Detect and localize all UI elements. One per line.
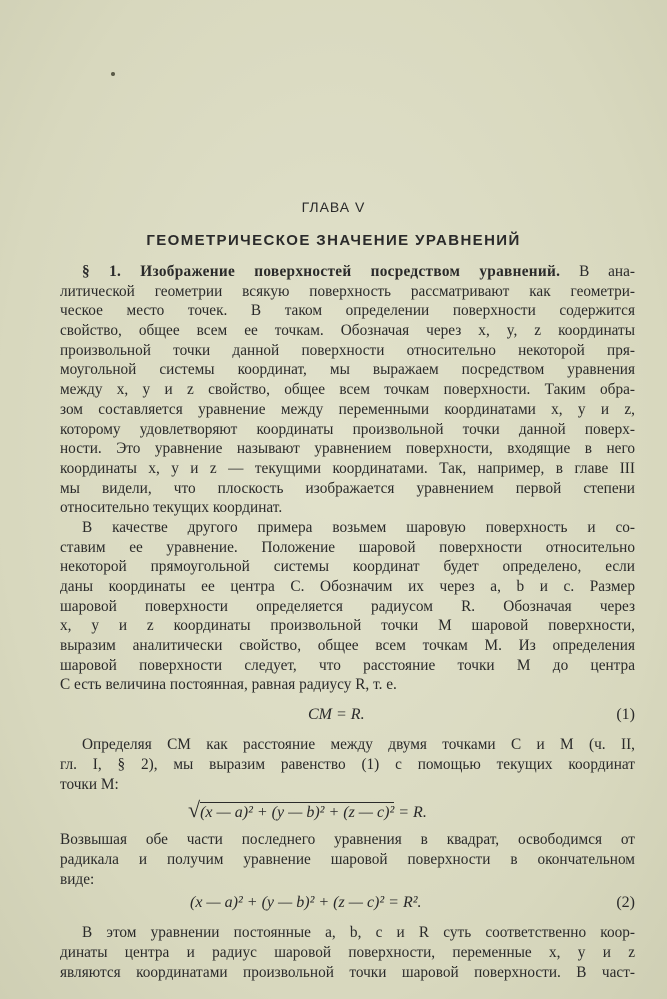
page-speck (111, 72, 115, 76)
text-line: C есть величина постоянная, равная радиусу R, т. е. (60, 676, 397, 694)
equation-number: (2) (616, 894, 635, 912)
text-line: зом составляется уравнение между переменными координатами x, y и z, (60, 400, 635, 418)
text-line: ности. Это уравнение называют уравнением поверхности, входящие в него (60, 440, 635, 458)
equation-formula: CM = R. (308, 706, 365, 724)
text-line: мы видели, что плоскость изображается уравнением первой степени (60, 479, 635, 497)
text-line: относительно текущих координат. (60, 499, 283, 517)
text-line: которому удовлетворяют координаты произвольной точки данной поверх- (60, 420, 635, 438)
text-line: гл. I, § 2), мы выразим равенство (1) с помощью текущих координат (60, 755, 635, 773)
section-heading: § 1. Изображение поверхностей посредством уравнений. (82, 263, 561, 280)
text-line: ческое место точек. В таком определении поверхности содержится (60, 302, 635, 320)
equation-number: (1) (616, 706, 635, 724)
equation-2 (60, 889, 635, 923)
chapter-number: ГЛАВА V (301, 199, 366, 215)
chapter-title: ГЕОМЕТРИЧЕСКОЕ ЗНАЧЕНИЕ УРАВНЕНИЙ (146, 232, 521, 249)
text-line: шаровой поверхности следует, что расстояние точки M до центра (60, 656, 635, 674)
text-line: свойство, общее всем ее точкам. Обозначая через x, y, z координаты (60, 322, 635, 340)
text-line: x, y и z координаты произвольной точки M шаровой поверхности, (60, 617, 635, 635)
text-line: точки M: (60, 775, 119, 793)
text-line: координаты x, y и z — текущими координатами. Так, например, в главе III (60, 459, 635, 477)
text-line: ставим ее уравнение. Положение шаровой поверхности относительно (60, 538, 635, 556)
text-line: выразим аналитически свойство, общее всем точкам M. Из определения (60, 637, 635, 655)
text-line: моугольной системы координат, мы выражаем посредством уравнения (60, 361, 635, 379)
equation-1 (60, 695, 635, 735)
text-line: шаровой поверхности определяется радиусом R. Обозначая через (60, 597, 635, 615)
text-line: В качестве другого примера возьмем шаровую поверхность и со- (82, 518, 635, 536)
radical-sign: √ (188, 797, 201, 823)
text-line: динаты центра и радиус шаровой поверхности, переменные x, y и z (60, 943, 635, 961)
text-line: Определяя CM как расстояние между двумя точками C и M (ч. II, (82, 736, 635, 754)
equation-formula: (x — a)² + (y — b)² + (z — c)² = R². (190, 894, 422, 912)
text-line: являются координатами произвольной точки шаровой поверхности. В част- (60, 963, 635, 981)
text-line: радикала и получим уравнение шаровой поверхности в окончательном (60, 850, 635, 868)
text-line: В этом уравнении постоянные a, b, c и R суть соответственно коор- (82, 924, 635, 942)
text-line: произвольной точки данной поверхности относительно некоторой пря- (60, 341, 635, 359)
equation-sqrt (60, 794, 635, 830)
text-line: литической геометрии всякую поверхность рассматривают как геометри- (60, 282, 635, 300)
page-body (60, 262, 635, 982)
text-line: виде: (60, 870, 95, 888)
text-line: некоторой прямоугольной системы координат будет определено, если (60, 558, 635, 576)
radicand: (x — a)² + (y — b)² + (z — c)² (200, 804, 395, 822)
text-line: § 1. Изображение поверхностей посредством уравнений. В ана- (82, 263, 635, 280)
text-line: даны координаты ее центра C. Обозначим их через a, b и c. Размер (60, 578, 635, 595)
text-line: Возвышая обе части последнего уравнения в квадрат, освободимся от (60, 831, 635, 849)
equation-formula (188, 797, 427, 823)
text-line: между x, y и z свойство, общее всем точкам поверхности. Таким обра- (60, 381, 635, 399)
equation-rhs: = R. (394, 804, 427, 822)
